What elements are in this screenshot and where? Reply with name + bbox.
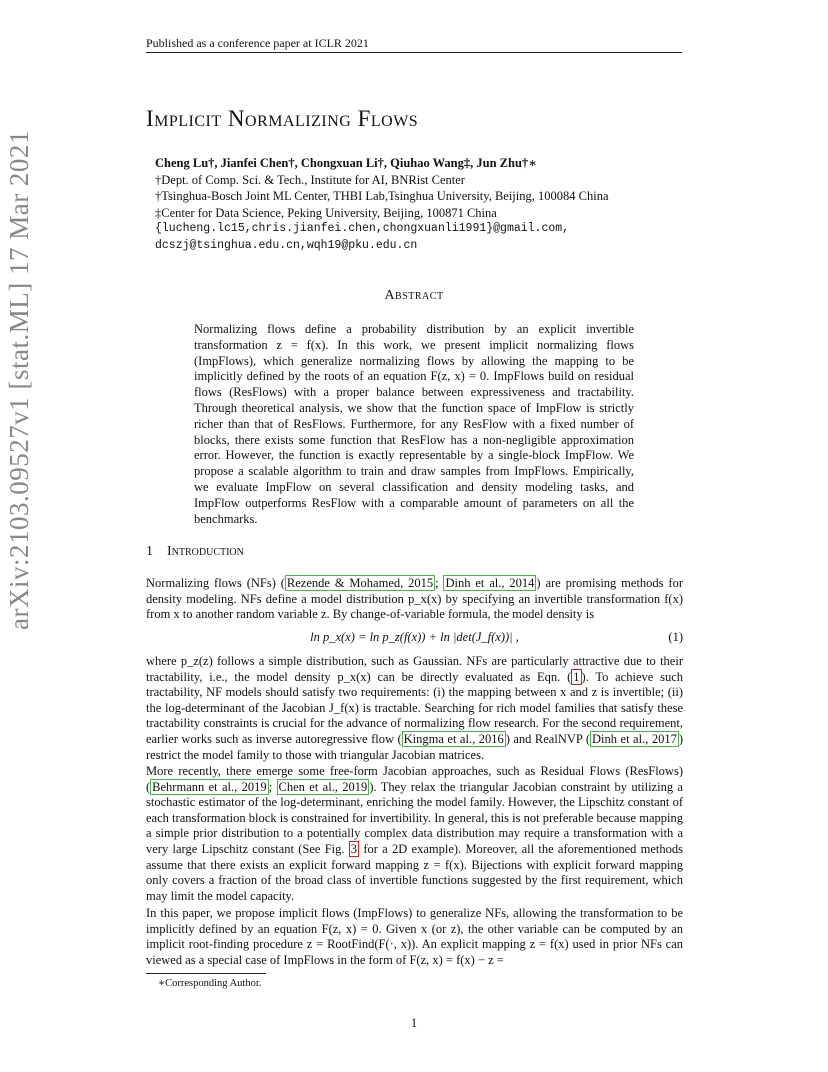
equation-1 <box>146 630 683 648</box>
equation-body: ln p_x(x) = ln p_z(f(x)) + ln |det(J_f(x))| , <box>310 630 519 644</box>
equation-ref-link[interactable]: 1 <box>573 669 580 684</box>
paper-title: Implicit Normalizing Flows <box>146 106 419 131</box>
author-emails-1: {lucheng.lc15,chris.jianfei.chen,chongxuanli1991}@gmail.com, <box>155 222 570 235</box>
citation-link[interactable]: Dinh et al., 2017 <box>592 731 677 746</box>
paragraph-text: Normalizing flows (NFs) ( <box>146 576 285 590</box>
footnote-rule <box>146 973 266 974</box>
paragraph-text: ). They relax the triangular Jacobian constraint by utilizing a stochastic estimator of the log-determinant, enriching the model family. However, the Lipschitz constant of each transformation block is constrained for invertibility. In general, this is not preferable because mapping a simple prior distribution to a potentially complex data distribution may require a transformation with a very large Lipschitz constant (See Fig. <box>146 779 683 856</box>
section-number: 1 <box>146 544 153 559</box>
section-heading <box>146 544 244 560</box>
running-header: Published as a conference paper at ICLR 2021 <box>146 36 369 50</box>
author-emails-2: dcszj@tsinghua.edu.cn,wqh19@pku.edu.cn <box>155 238 418 252</box>
paragraph-text: ). To achieve such tractability, NF models should satisfy two requirements: (i) the mapping between x and z is invertible; (ii) the log-determinant of the Jacobian J_f(x) is tractable. Searching for rich model families that satisfy these tractability constraints is crucial for the advance of normalizing flow research. For the second requirement, earlier works such as inverse autoregressive flow ( <box>146 669 683 746</box>
section-title: Introduction <box>167 544 244 559</box>
paragraph-text: where p_z(z) follows a simple distribution, such as Gaussian. NFs are particularly attractive due to their tractability, i.e., the model density p_x(x) can be directly evaluated as Eqn. ( <box>146 654 683 684</box>
author-names: Cheng Lu†, Jianfei Chen†, Chongxuan Li†, Qiuhao Wang‡, Jun Zhu†∗ <box>155 156 537 170</box>
page-number: 1 <box>410 1016 418 1030</box>
paragraph-2 <box>146 654 683 763</box>
citation-link[interactable]: Kingma et al., 2016 <box>403 731 504 746</box>
header-rule <box>146 52 682 53</box>
paragraph-text: ; <box>435 576 444 590</box>
figure-ref-link[interactable]: 3 <box>350 841 358 856</box>
citation-link[interactable]: Dinh et al., 2014 <box>445 576 535 590</box>
author-block <box>155 155 655 254</box>
citation-link[interactable]: Rezende & Mohamed, 2015 <box>286 576 434 590</box>
paragraph-4: In this paper, we propose implicit flows (ImpFlows) to generalize NFs, allowing the transformation to be implicitly defined by an equation F(z, x) = 0. Given x (or z), the other variable can be computed by an implicit root-finding procedure z = RootFind(F(·, x)). An explicit mapping z = f(x) used in prior NFs can viewed as a special case of ImpFlows in the form of F(z, x) = f(x) − z = <box>146 906 683 967</box>
arxiv-side-stamp: arXiv:2103.09527v1 [stat.ML] 17 Mar 2021 <box>4 130 34 630</box>
paragraph-1 <box>146 576 683 623</box>
paragraph-text: for a 2D example). Moreover, all the aforementioned methods assume that there exists an explicit forward mapping z = f(x). Bijections with explicit forward mapping only covers a fraction of the broad class of invertible functions suggested by the first requirement, which may limit the model capacity. <box>146 841 684 903</box>
footnote: ∗Corresponding Author. <box>158 978 262 989</box>
abstract-heading: Abstract <box>384 288 444 303</box>
citation-link[interactable]: Chen et al., 2019 <box>278 779 368 794</box>
citation-link[interactable]: Behrmann et al., 2019 <box>152 779 267 794</box>
paragraph-3 <box>146 764 683 904</box>
affiliation-2: †Tsinghua-Bosch Joint ML Center, THBI Lab,Tsinghua University, Beijing, 100084 China <box>155 189 609 203</box>
equation-number: (1) <box>668 630 683 644</box>
affiliation-1: †Dept. of Comp. Sci. & Tech., Institute for AI, BNRist Center <box>155 172 465 187</box>
paragraph-text: ; <box>268 779 277 794</box>
paragraph-text: ) and RealNVP ( <box>505 731 591 746</box>
affiliation-3: ‡Center for Data Science, Peking University, Beijing, 100871 China <box>155 205 497 220</box>
paragraph-text: ) are promising methods for density modeling. NFs define a model distribution p_x(x) by specifying an invertible transformation f(x) from x to another random variable z. By change-of-variable formula, the model density is <box>146 576 683 622</box>
paragraph-text: ) restrict the model family to those with triangular Jacobian matrices. <box>146 731 683 762</box>
abstract-body: Normalizing flows define a probability distribution by an explicit invertible transformation z = f(x). In this work, we present implicit normalizing flows (ImpFlows), which generalize normalizing flows by allowing the mapping to be implicitly defined by the roots of an equation F(z, x) = 0. ImpFlows build on residual flows (ResFlows) with a proper balance between expressiveness and tractability. Through theoretical analysis, we show that the function space of ImpFlow is strictly richer than that of ResFlows. Furthermore, for any ResFlow with a fixed number of blocks, there exists some function that ResFlow has a non-negligible approximation error. However, the function is exactly representable by a single-block ImpFlow. We propose a scalable algorithm to train and draw samples from ImpFlows. Empirically, we evaluate ImpFlow on several classification and density modeling tasks, and ImpFlow outperforms ResFlow with a comparable amount of parameters on all the benchmarks. <box>194 322 634 526</box>
paragraph-text: More recently, there emerge some free-form Jacobian approaches, such as Residual Flows (ResFlows) ( <box>146 764 683 794</box>
